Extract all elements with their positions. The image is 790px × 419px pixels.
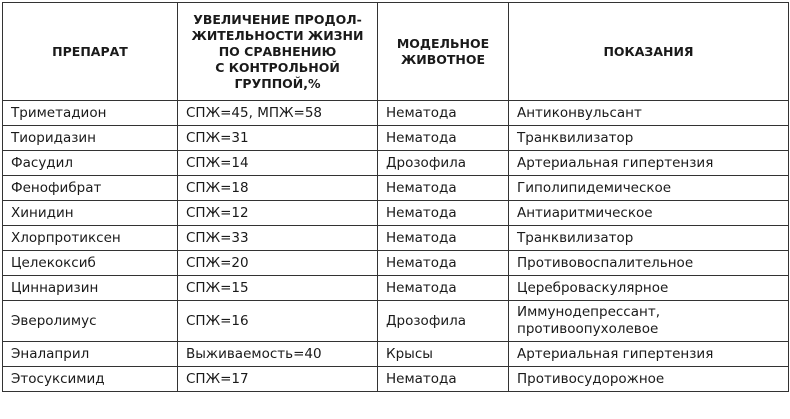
table-row [3,342,789,367]
cell-drug: Триметадион [3,101,178,126]
table-row [3,367,789,392]
header-line: МОДЕЛЬНОЕ [396,35,490,51]
cell-effect: Выживаемость=40 [178,342,378,367]
header-lifespan-increase [178,3,378,101]
cell-indication: Антиконвульсант [509,101,789,126]
header-indications: ПОКАЗАНИЯ [509,3,789,101]
header-line: С КОНТРОЛЬНОЙ [215,59,340,75]
cell-model: Нематода [378,226,509,251]
cell-drug: Фенофибрат [3,176,178,201]
cell-model: Крысы [378,342,509,367]
table-row [3,251,789,276]
header-model-animal [378,3,509,101]
cell-indication: Антиаритмическое [509,201,789,226]
cell-effect: СПЖ=45, МПЖ=58 [178,101,378,126]
cell-indication: Транквилизатор [509,126,789,151]
cell-indication: Гиполипидемическое [509,176,789,201]
cell-effect: СПЖ=16 [178,301,378,342]
cell-drug: Целекоксиб [3,251,178,276]
cell-model: Дрозофила [378,301,509,342]
cell-effect: СПЖ=14 [178,151,378,176]
cell-drug: Циннаризин [3,276,178,301]
header-line: ЖИВОТНОЕ [400,51,486,67]
cell-model: Нематода [378,201,509,226]
table-row [3,101,789,126]
cell-model: Дрозофила [378,151,509,176]
cell-effect: СПЖ=15 [178,276,378,301]
cell-model: Нематода [378,251,509,276]
table-row [3,301,789,342]
cell-drug: Хлорпротиксен [3,226,178,251]
indication-line: противоопухолевое [517,321,659,337]
cell-indication: Артериальная гипертензия [509,342,789,367]
table-row [3,176,789,201]
indication-line: Иммунодепрессант, [517,304,660,320]
cell-effect: СПЖ=20 [178,251,378,276]
cell-indication: Противосудорожное [509,367,789,392]
cell-indication: Цереброваскулярное [509,276,789,301]
table-row [3,226,789,251]
cell-effect: СПЖ=17 [178,367,378,392]
cell-effect: СПЖ=12 [178,201,378,226]
cell-effect: СПЖ=18 [178,176,378,201]
table-row [3,126,789,151]
cell-model: Нематода [378,367,509,392]
drug-lifespan-table [2,2,789,392]
header-line: ГРУППОЙ,% [234,75,321,91]
header-line: ПО СРАВНЕНИЮ [218,43,337,59]
cell-model: Нематода [378,126,509,151]
cell-drug: Эналаприл [3,342,178,367]
table-row [3,151,789,176]
cell-effect: СПЖ=31 [178,126,378,151]
cell-indication [509,301,789,342]
header-line: УВЕЛИЧЕНИЕ ПРОДОЛ- [193,11,362,27]
header-row [3,3,789,101]
cell-drug: Фасудил [3,151,178,176]
cell-drug: Тиоридазин [3,126,178,151]
cell-effect: СПЖ=33 [178,226,378,251]
header-line: ЖИТЕЛЬНОСТИ ЖИЗНИ [191,27,364,43]
cell-indication: Противовоспалительное [509,251,789,276]
cell-drug: Хинидин [3,201,178,226]
cell-indication: Артериальная гипертензия [509,151,789,176]
cell-model: Нематода [378,101,509,126]
cell-drug: Этосуксимид [3,367,178,392]
table-row [3,201,789,226]
cell-indication: Транквилизатор [509,226,789,251]
cell-model: Нематода [378,176,509,201]
table-row [3,276,789,301]
cell-model: Нематода [378,276,509,301]
header-drug: ПРЕПАРАТ [3,3,178,101]
cell-drug: Эверолимус [3,301,178,342]
